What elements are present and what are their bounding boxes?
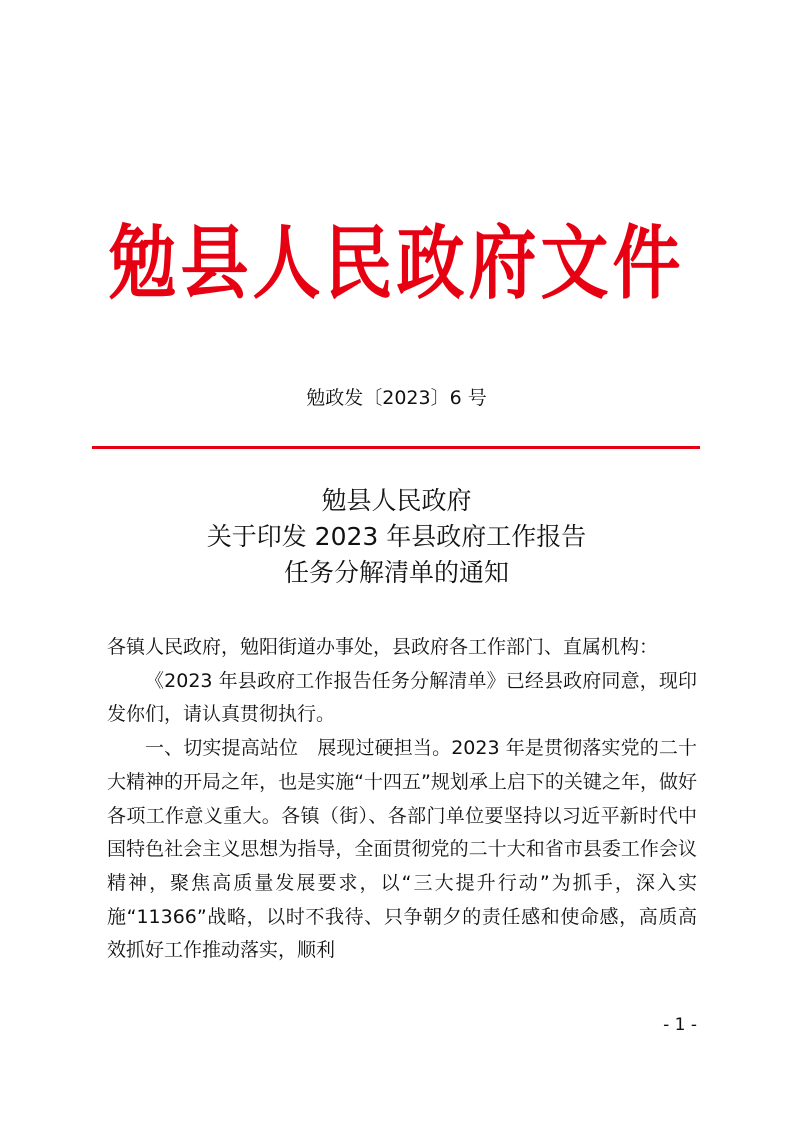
- paragraph-approval: 《2023 年县政府工作报告任务分解清单》已经县政府同意，现印发你们，请认真贯彻执行。: [107, 669, 697, 726]
- document-number: 勉政发〔2023〕6 号: [306, 387, 487, 409]
- document-body: [107, 631, 697, 968]
- title-line-3: 任务分解清单的通知: [283, 558, 509, 587]
- title-line-1: 勉县人民政府: [321, 486, 472, 515]
- title-line-2: 关于印发 2023 年县政府工作报告: [206, 522, 587, 551]
- paragraph-section-one: 一、切实提高站位 展现过硬担当。2023 年是贯彻落实党的二十大精神的开局之年，也是实施“十四五”规划承上启下的关键之年，做好各项工作意义重大。各镇（街）、各部门单位要坚持以习近平新时代中国特色社会主义思想为指导，全面贯彻党的二十大和省市县委工作会议精神，聚焦高质量发展要求，以“三大提升行动”为抓手，深入实施“11366”战略，以时不我待、只争朝夕的责任感和使命感，高质高效抓好工作推动落实，顺利: [107, 737, 697, 962]
- document-masthead: 勉县人民政府文件: [108, 216, 685, 312]
- salutation: 各镇人民政府，勉阳街道办事处，县政府各工作部门、直属机构：: [107, 636, 659, 658]
- page-number: - 1 -: [663, 1015, 697, 1035]
- red-divider-rule: [92, 446, 700, 449]
- document-title: [0, 483, 793, 591]
